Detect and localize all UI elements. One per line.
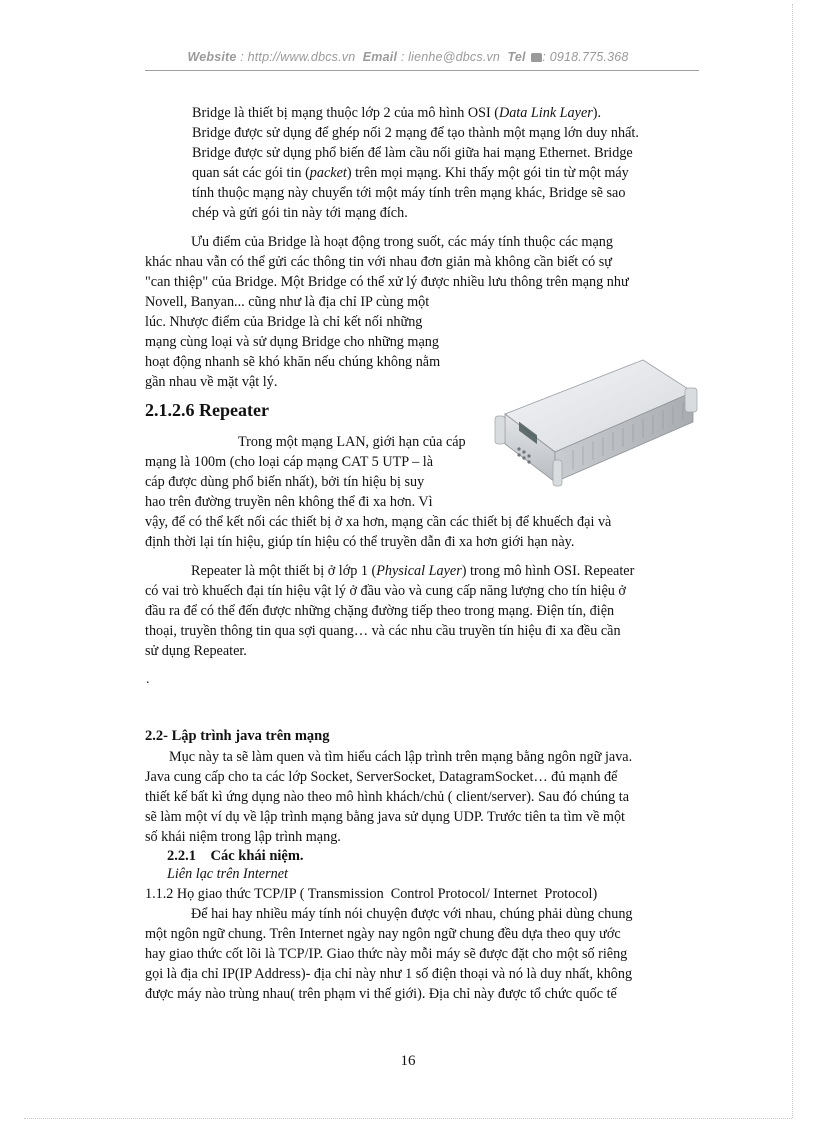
- text-line: [145, 561, 690, 581]
- text-line: hoạt động nhanh sẽ khó khăn nếu chúng không nằm: [145, 354, 441, 370]
- text-line: có vai trò khuếch đại tín hiệu vật lý ở đầu vào và cung cấp năng lượng cho tín hiệu ở: [145, 583, 626, 599]
- java-section-heading: 2.2- Lập trình java trên mạng: [145, 728, 330, 744]
- text-line: mạng cùng loại và sử dụng Bridge cho những mạng: [145, 334, 439, 350]
- text-line: hay giao thức cốt lõi là TCP/IP. Giao thức này mỗi máy sẽ được đặt cho một số riêng: [145, 946, 628, 962]
- java-paragraph-1: [145, 747, 690, 847]
- text-line: số khái niệm trong lập trình mạng.: [145, 829, 341, 845]
- bridge-paragraph-1: [192, 103, 690, 223]
- text-line: thiết kế bất kì ứng dụng nào theo mô hình khách/chủ ( client/server). Sau đó chúng ta: [145, 789, 630, 805]
- java-paragraph-2: [145, 904, 690, 1004]
- text-run: quan sát các gói tin (: [192, 165, 310, 181]
- text-line: Novell, Banyan... cũng như là địa chỉ IP cùng một: [145, 294, 430, 310]
- text-line: định thời lại tín hiệu, giúp tín hiệu có thể truyền dẫn đi xa hơn giới hạn này.: [145, 534, 575, 550]
- text-line: được máy nào trùng nhau( trên phạm vi thế giới). Địa chỉ này được tổ chức quốc tế: [145, 986, 617, 1002]
- text-run: packet: [309, 165, 347, 181]
- text-run: ).: [592, 105, 602, 121]
- tel-value: : 0918.775.368: [542, 50, 629, 64]
- website-value: : http://www.dbcs.vn: [240, 50, 356, 64]
- repeater-paragraph-2: [145, 561, 690, 661]
- bridge-paragraph-2-wrap: [145, 292, 475, 392]
- page-border-bottom: [24, 1118, 792, 1119]
- repeater-paragraph-1: [145, 512, 690, 552]
- text-run: Repeater là một thiết bị ở lớp 1 (: [191, 563, 377, 579]
- text-line: "can thiệp" của Bridge. Một Bridge có thể xử lý được nhiều lưu thông trên mạng như: [145, 274, 629, 290]
- text-line: lúc. Nhược điểm của Bridge là chỉ kết nối những: [145, 314, 423, 330]
- repeater-paragraph-1-wrap: [145, 432, 478, 512]
- text-run: Physical Layer: [376, 563, 462, 579]
- text-line: một ngôn ngữ chung. Trên Internet ngày nay ngôn ngữ chung đều dựa theo quy ước: [145, 926, 621, 942]
- text-line: khác nhau vẫn có thể gửi các thông tin với nhau đơn giản mà không cần biết có sự: [145, 254, 612, 270]
- repeater-heading: 2.1.2.6 Repeater: [145, 400, 269, 420]
- text-run: Data Link Layer: [498, 105, 593, 121]
- email-value: : lienhe@dbcs.vn: [400, 50, 501, 64]
- text-line: Java cung cấp cho ta các lớp Socket, ServerSocket, DatagramSocket… đủ mạnh để: [145, 769, 618, 785]
- website-label: Website: [187, 50, 237, 64]
- header-rule: [145, 70, 699, 71]
- text-line: vậy, để có thể kết nối các thiết bị ở xa hơn, mạng cần các thiết bị để khuếch đại và: [145, 514, 612, 530]
- text-line: thoại, truyền thông tin qua sợi quang… và các nhu cầu truyền tín hiệu đi xa đều cần: [145, 623, 621, 639]
- phone-icon: [531, 53, 542, 62]
- protocol-line: 1.1.2 Họ giao thức TCP/IP ( Transmission Control Protocol/ Internet Protocol): [145, 886, 598, 902]
- text-run: Bridge là thiết bị mạng thuộc lớp 2 của mô hình OSI (: [192, 105, 499, 121]
- text-line: Bridge được sử dụng phổ biến để làm cầu nối giữa hai mạng Ethernet. Bridge: [192, 145, 633, 161]
- email-label: Email: [362, 50, 398, 64]
- text-line: tính thuộc mạng này chuyển tới một máy tính trên mạng khác, Bridge sẽ sao: [192, 185, 626, 201]
- text-line: Ưu điểm của Bridge là hoạt động trong suốt, các máy tính thuộc các mạng: [191, 234, 613, 250]
- text-line: sẽ làm một ví dụ về lập trình mạng bằng java sử dụng UDP. Trước tiên ta tìm về một: [145, 809, 625, 825]
- text-line: Bridge được sử dụng để ghép nối 2 mạng để tạo thành một mạng lớn duy nhất.: [192, 125, 639, 141]
- text-line: chép và gửi gói tin này tới mạng đích.: [192, 205, 408, 221]
- repeater-device-image: [493, 352, 703, 492]
- text-line: cáp được dùng phổ biến nhất), bởi tín hiệu bị suy: [145, 474, 425, 490]
- page-border-right: [792, 4, 793, 1118]
- text-line: gần nhau về mặt vật lý.: [145, 374, 278, 390]
- text-line: hao trên đường truyền nên không thể đi xa hơn. Vì: [145, 494, 433, 510]
- page-number: 16: [400, 1053, 416, 1069]
- stray-dot: .: [146, 672, 150, 687]
- text-line: [192, 103, 690, 123]
- text-line: Để hai hay nhiều máy tính nói chuyện được với nhau, chúng phải dùng chung: [191, 906, 633, 922]
- tel-label: Tel: [507, 50, 526, 64]
- text-line: Mục này ta sẽ làm quen và tìm hiểu cách lập trình trên mạng bằng ngôn ngữ java.: [169, 749, 633, 765]
- concepts-subheading: 2.2.1 Các khái niệm.: [167, 848, 304, 864]
- text-run: ) trên mọi mạng. Khi thấy một gói tin từ một máy: [346, 165, 629, 181]
- text-line: [192, 163, 690, 183]
- page-header: [0, 50, 816, 64]
- text-line: sử dụng Repeater.: [145, 643, 247, 659]
- text-line: Trong một mạng LAN, giới hạn của cáp: [238, 434, 466, 450]
- internet-communication-line: Liên lạc trên Internet: [167, 866, 288, 882]
- text-line: đầu ra để có thể đến được những chặng đường tiếp theo trong mạng. Điện tín, điện: [145, 603, 615, 619]
- text-line: gọi là địa chỉ IP(IP Address)- địa chỉ này như 1 số điện thoại và nó là duy nhất, không: [145, 966, 633, 982]
- bridge-paragraph-2: [145, 232, 690, 292]
- text-line: mạng là 100m (cho loại cáp mạng CAT 5 UTP – là: [145, 454, 434, 470]
- text-run: ) trong mô hình OSI. Repeater: [461, 563, 635, 579]
